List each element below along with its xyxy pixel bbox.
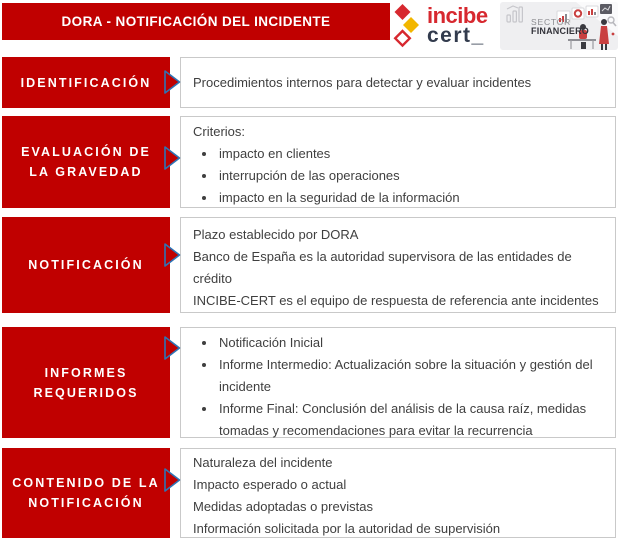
- process-row: [0, 327, 621, 438]
- arrow-right-icon: [164, 467, 181, 493]
- stage-label-line: EVALUACIÓN DE: [21, 145, 151, 159]
- process-row: [0, 57, 621, 108]
- stage-label: [2, 217, 170, 313]
- arrow-right-icon: [164, 335, 181, 361]
- content-line: Plazo establecido por DORA: [193, 227, 359, 242]
- content-line: Medidas adoptadas o previstas: [193, 499, 373, 514]
- bullet-item: • Informe Intermedio: Actualización sobre la situación y gestión del incidente: [217, 354, 607, 398]
- stage-label: [2, 57, 170, 108]
- cert-word: cert_: [427, 24, 485, 48]
- stage-label-line: CONTENIDO DE LA: [12, 476, 160, 490]
- stage-label: [2, 448, 170, 538]
- incibe-word: incibe: [427, 3, 488, 29]
- incibe-diamonds-icon: [393, 3, 424, 49]
- sector-financiero-badge: [500, 2, 618, 50]
- bullet-item: • impacto en la seguridad de la información: [217, 187, 607, 209]
- bar-chart-icon: [505, 5, 529, 23]
- process-row: [0, 116, 621, 208]
- process-row: [0, 217, 621, 313]
- stage-label-line: NOTIFICACIÓN: [28, 496, 144, 510]
- content-line: Información solicitada por la autoridad de supervisión: [193, 521, 501, 536]
- financiero-word: FINANCIERO: [531, 26, 589, 37]
- process-rows: [0, 57, 621, 538]
- content-line: INCIBE-CERT es el equipo de respuesta de referencia ante incidentes: [193, 293, 599, 308]
- stage-content: [180, 327, 616, 438]
- arrow-right-icon: [164, 242, 181, 268]
- stage-content: [180, 57, 616, 108]
- bullet-item: • interrupción de las operaciones: [217, 165, 607, 187]
- content-line: Procedimientos internos para detectar y evaluar incidentes: [193, 74, 532, 90]
- arrow-right-icon: [164, 69, 181, 95]
- bullet-item: • Notificación Inicial: [217, 332, 607, 354]
- header-bar: [2, 3, 390, 40]
- content-line: Naturaleza del incidente: [193, 455, 333, 470]
- incibe-wordmark: [427, 3, 488, 48]
- page-title: DORA - NOTIFICACIÓN DEL INCIDENTE: [61, 14, 331, 29]
- stage-label-line: IDENTIFICACIÓN: [20, 75, 152, 90]
- stage-label-line: LA GRAVEDAD: [29, 165, 143, 179]
- bullet-item: • impacto en clientes: [217, 143, 607, 165]
- stage-label-line: INFORMES: [44, 365, 128, 380]
- sector-financiero-label: [531, 18, 589, 37]
- content-line: Impacto esperado o actual: [193, 477, 347, 492]
- incibe-cert-logo: [393, 2, 488, 50]
- process-row: [0, 448, 621, 538]
- bullet-list: [193, 332, 607, 442]
- bullet-item: • Informe Final: Conclusión del análisis de la causa raíz, medidas tomadas y recomendaciones para evitar la recurrencia: [217, 398, 607, 442]
- bullet-list: [193, 143, 607, 209]
- stage-label-line: REQUERIDOS: [33, 385, 139, 400]
- stage-content: [180, 116, 616, 208]
- sector-word: SECTOR: [531, 17, 572, 27]
- content-line: Banco de España es la autoridad supervisora de las entidades de crédito: [193, 249, 572, 286]
- stage-content: [180, 217, 616, 313]
- arrow-right-icon: [164, 145, 181, 171]
- stage-label: [2, 116, 170, 208]
- content-intro: Criterios:: [193, 124, 246, 139]
- stage-label-line: NOTIFICACIÓN: [28, 258, 144, 272]
- stage-content: [180, 448, 616, 538]
- stage-label: [2, 327, 170, 438]
